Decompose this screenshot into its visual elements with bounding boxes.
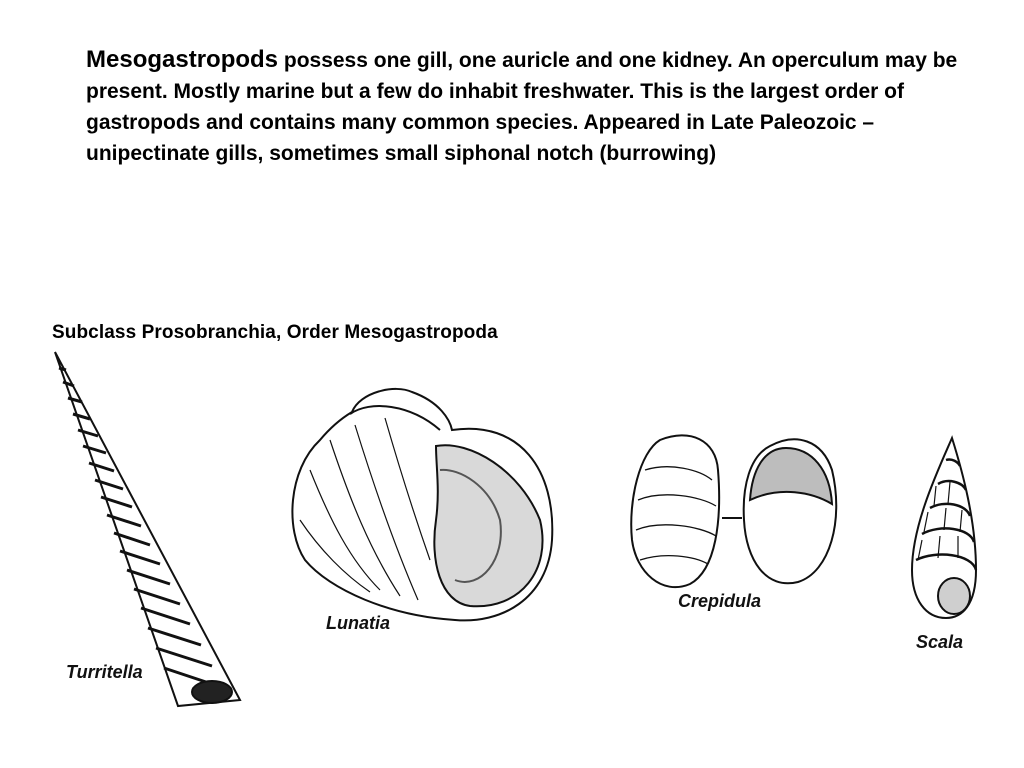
scala-shell-drawing: [912, 438, 976, 618]
description-lead-term: Mesogastropods: [86, 46, 279, 73]
label-turritella: Turritella: [66, 662, 143, 682]
turritella-shell-drawing: [55, 352, 240, 706]
description-body: possess one gill, one auricle and one kidney. An operculum may be present. Mostly marine but a few do inhabit freshwater. This is the largest order of gastropods and contains many common species. Appeared in Late Paleozoic – unipectinate gills, sometimes small siphonal notch (burrowing): [86, 49, 958, 165]
figure-caption: Subclass Prosobranchia, Order Mesogastropoda: [52, 322, 498, 343]
crepidula-shell-drawing: [631, 435, 836, 587]
label-scala: Scala: [916, 632, 964, 652]
label-crepidula: Crepidula: [678, 591, 762, 611]
lunatia-shell-drawing: [292, 389, 552, 620]
label-lunatia: Lunatia: [326, 613, 391, 633]
